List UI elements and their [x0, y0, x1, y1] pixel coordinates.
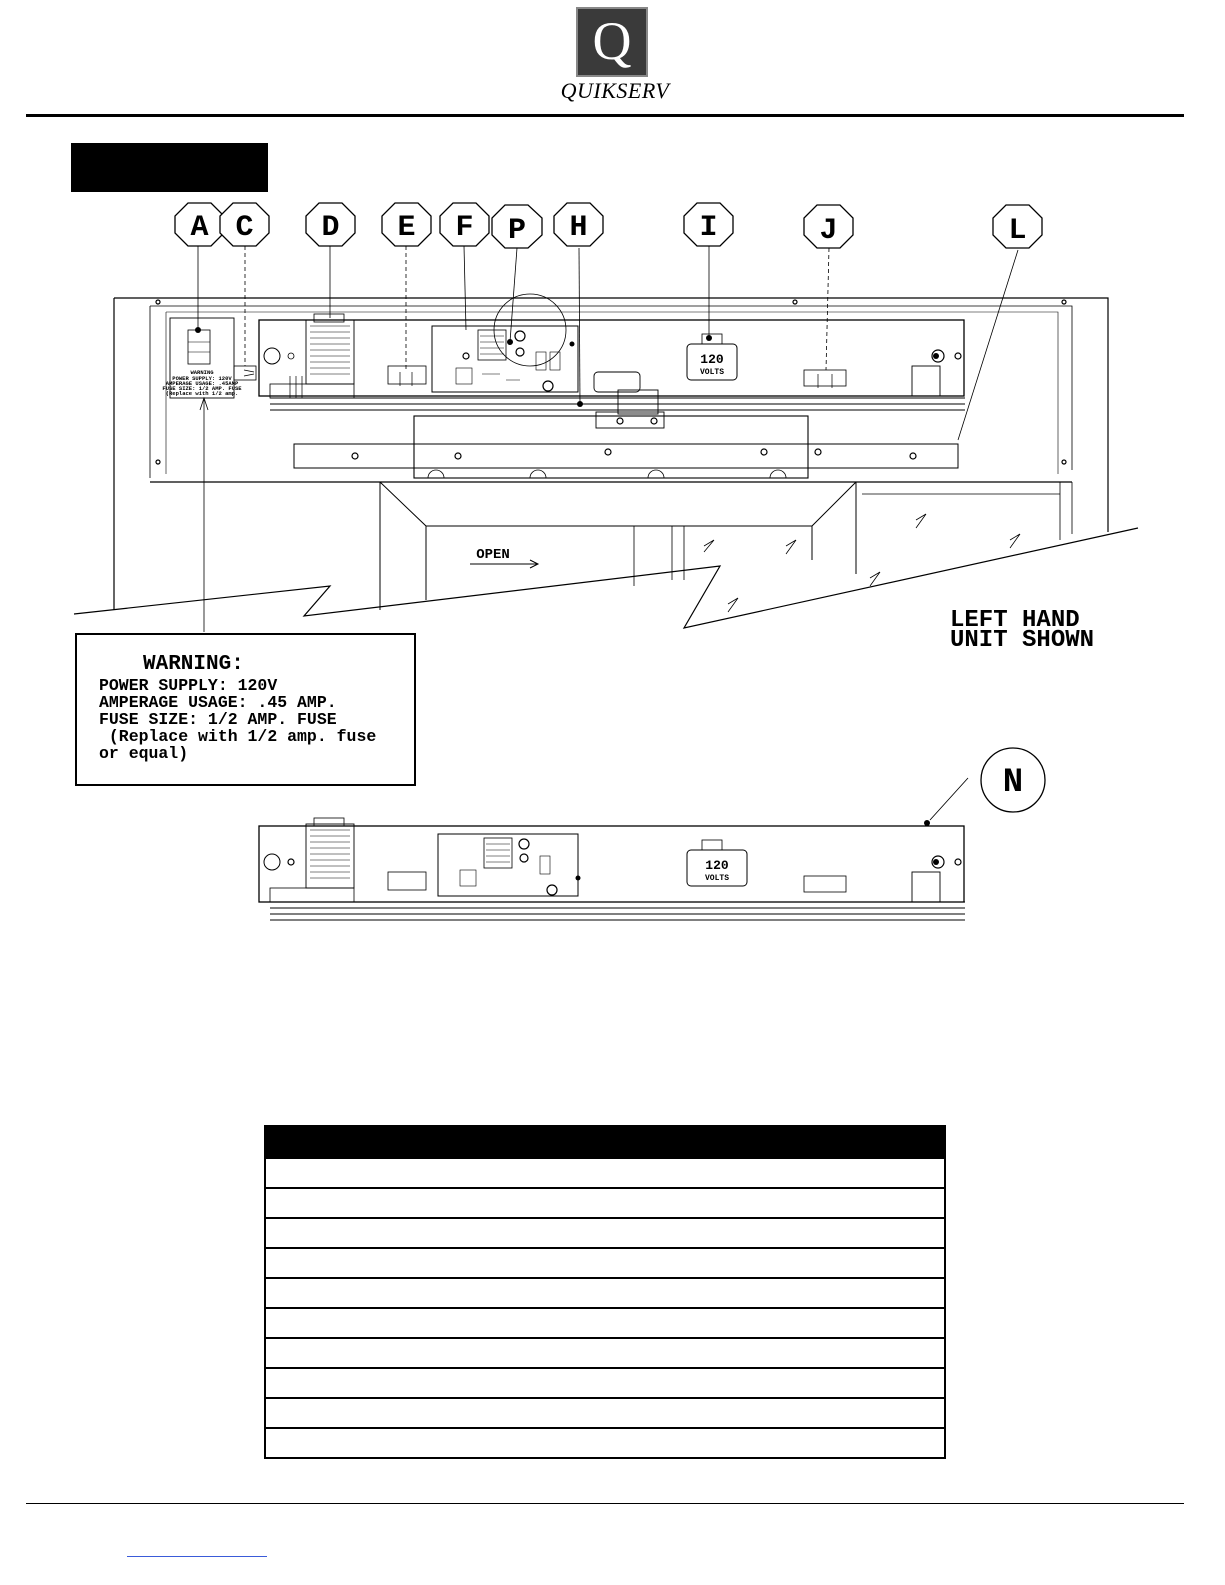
warning-line-equal: or equal)	[99, 744, 189, 763]
warning-line-amperage: AMPERAGE USAGE: .45 AMP.	[99, 693, 337, 712]
table-row	[265, 1428, 945, 1458]
door-hanger-plate	[414, 416, 808, 478]
limit-switch-left	[388, 366, 426, 384]
callout-d-label: D	[321, 211, 340, 245]
callout-l-label: L	[1008, 214, 1027, 248]
table-row	[265, 1308, 945, 1338]
decal-title: WARNING	[190, 369, 214, 376]
parts-table	[264, 1125, 946, 1459]
decal-line-2: AMPERAGE USAGE: .45AMP	[165, 380, 239, 387]
footer-rule	[26, 1503, 1184, 1504]
table-row	[265, 1398, 945, 1428]
idler-pulley	[912, 366, 940, 396]
callout-i-label: I	[699, 211, 718, 245]
table-row	[265, 1278, 945, 1308]
callout-f-label: F	[455, 211, 474, 245]
volts-unit-bottom: VOLTS	[704, 874, 730, 883]
fuse-holder	[234, 366, 256, 380]
chassis-plate	[259, 320, 964, 396]
volts-number-top: 120	[700, 352, 724, 367]
table-row	[265, 1248, 945, 1278]
unit-orientation-note: LEFT HAND UNIT SHOWN	[950, 607, 1095, 654]
callout-e-label: E	[397, 211, 416, 245]
control-board	[432, 326, 578, 392]
door-rail	[294, 444, 958, 468]
callout-a-label: A	[190, 211, 209, 245]
transformer	[306, 320, 354, 384]
warning-line-fuse: FUSE SIZE: 1/2 AMP. FUSE	[99, 710, 337, 729]
table-row	[265, 1338, 945, 1368]
volts-unit-top: VOLTS	[699, 368, 725, 377]
table-row	[265, 1188, 945, 1218]
table-row	[265, 1368, 945, 1398]
volts-number-bottom: 120	[705, 858, 729, 873]
brand-name: QUIKSERV	[560, 78, 670, 103]
table-row	[265, 1158, 945, 1188]
warning-line-power: POWER SUPPLY: 120V	[99, 676, 278, 695]
chassis-plate-detail	[259, 826, 964, 902]
decal-line-4: (Replace with 1/2 amp.	[165, 390, 239, 397]
warning-label	[75, 633, 416, 786]
callout-p-label: P	[507, 214, 527, 248]
footer-link[interactable]	[127, 1556, 267, 1557]
housing-outline	[114, 298, 1108, 532]
callout-h-label: H	[569, 211, 588, 245]
warning-line-replace: (Replace with 1/2 amp. fuse	[99, 727, 377, 746]
decal-line-1: POWER SUPPLY: 120V	[172, 375, 232, 382]
parts-table-header	[265, 1126, 945, 1158]
drive-track	[270, 398, 965, 410]
decal-line-3: FUSE SIZE: 1/2 AMP. FUSE	[162, 385, 242, 392]
callout-j-label: J	[819, 214, 838, 248]
limit-switch-right	[804, 370, 846, 386]
door-bevel	[380, 482, 856, 600]
warning-title: WARNING:	[143, 653, 244, 676]
callout-n-label: N	[1002, 764, 1024, 802]
open-label: OPEN	[476, 547, 510, 563]
carriage-hanger	[594, 372, 640, 392]
callout-c-label: C	[235, 211, 254, 245]
svg-text:Q: Q	[592, 11, 632, 71]
table-row	[265, 1218, 945, 1248]
